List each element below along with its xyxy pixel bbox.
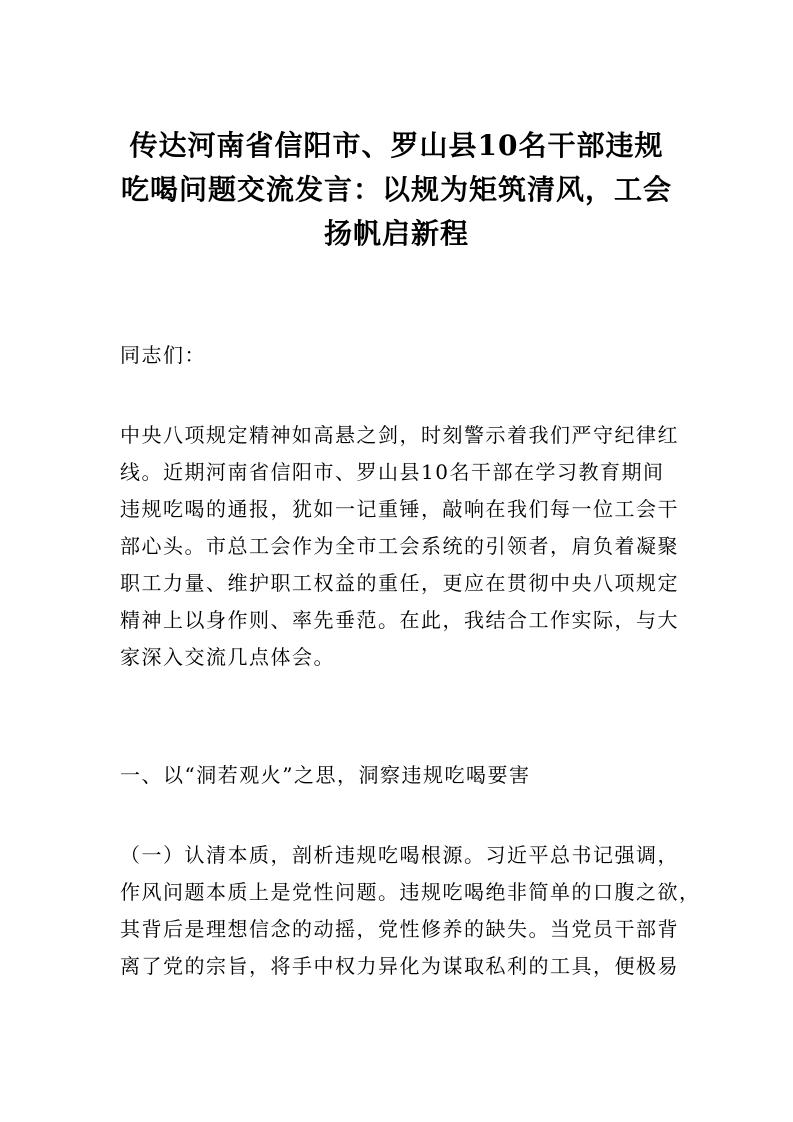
paragraph-line: 精神上以身作则、率先垂范。在此，我结合工作实际，与大 xyxy=(120,608,679,632)
paragraph-line: 其背后是理想信念的动摇，党性修养的缺失。当党员干部背 xyxy=(120,917,679,941)
document-title xyxy=(110,124,683,256)
section-heading: 一、以“洞若观火”之思，洞察违规吃喝要害 xyxy=(120,763,531,787)
title-line: 吃喝问题交流发言：以规为矩筑清风，工会 xyxy=(120,173,672,206)
paragraph-line: 职工力量、维护职工权益的重任，更应在贯彻中央八项规定 xyxy=(120,571,679,595)
paragraph-line: 离了党的宗旨，将手中权力异化为谋取私利的工具，便极易 xyxy=(120,954,679,978)
subsection-paragraph xyxy=(120,837,701,985)
paragraph-line: 中央八项规定精神如高悬之剑，时刻警示着我们严守纪律红 xyxy=(120,423,679,447)
paragraph-line: 家深入交流几点体会。 xyxy=(120,645,335,669)
paragraph-line: 作风问题本质上是党性问题。违规吃喝绝非简单的口腹之欲， xyxy=(120,880,701,904)
salutation: 同志们： xyxy=(120,343,206,367)
title-line: 扬帆启新程 xyxy=(323,217,469,250)
paragraph-line: 线。近期河南省信阳市、罗山县10名干部在学习教育期间 xyxy=(120,460,665,484)
title-line: 传达河南省信阳市、罗山县10名干部违规 xyxy=(129,129,664,162)
intro-paragraph xyxy=(120,417,679,676)
paragraph-line: （一）认清本质，剖析违规吃喝根源。习近平总书记强调， xyxy=(120,843,679,867)
paragraph-line: 违规吃喝的通报，犹如一记重锤，敲响在我们每一位工会干 xyxy=(120,497,679,521)
paragraph-line: 部心头。市总工会作为全市工会系统的引领者，肩负着凝聚 xyxy=(120,534,679,558)
